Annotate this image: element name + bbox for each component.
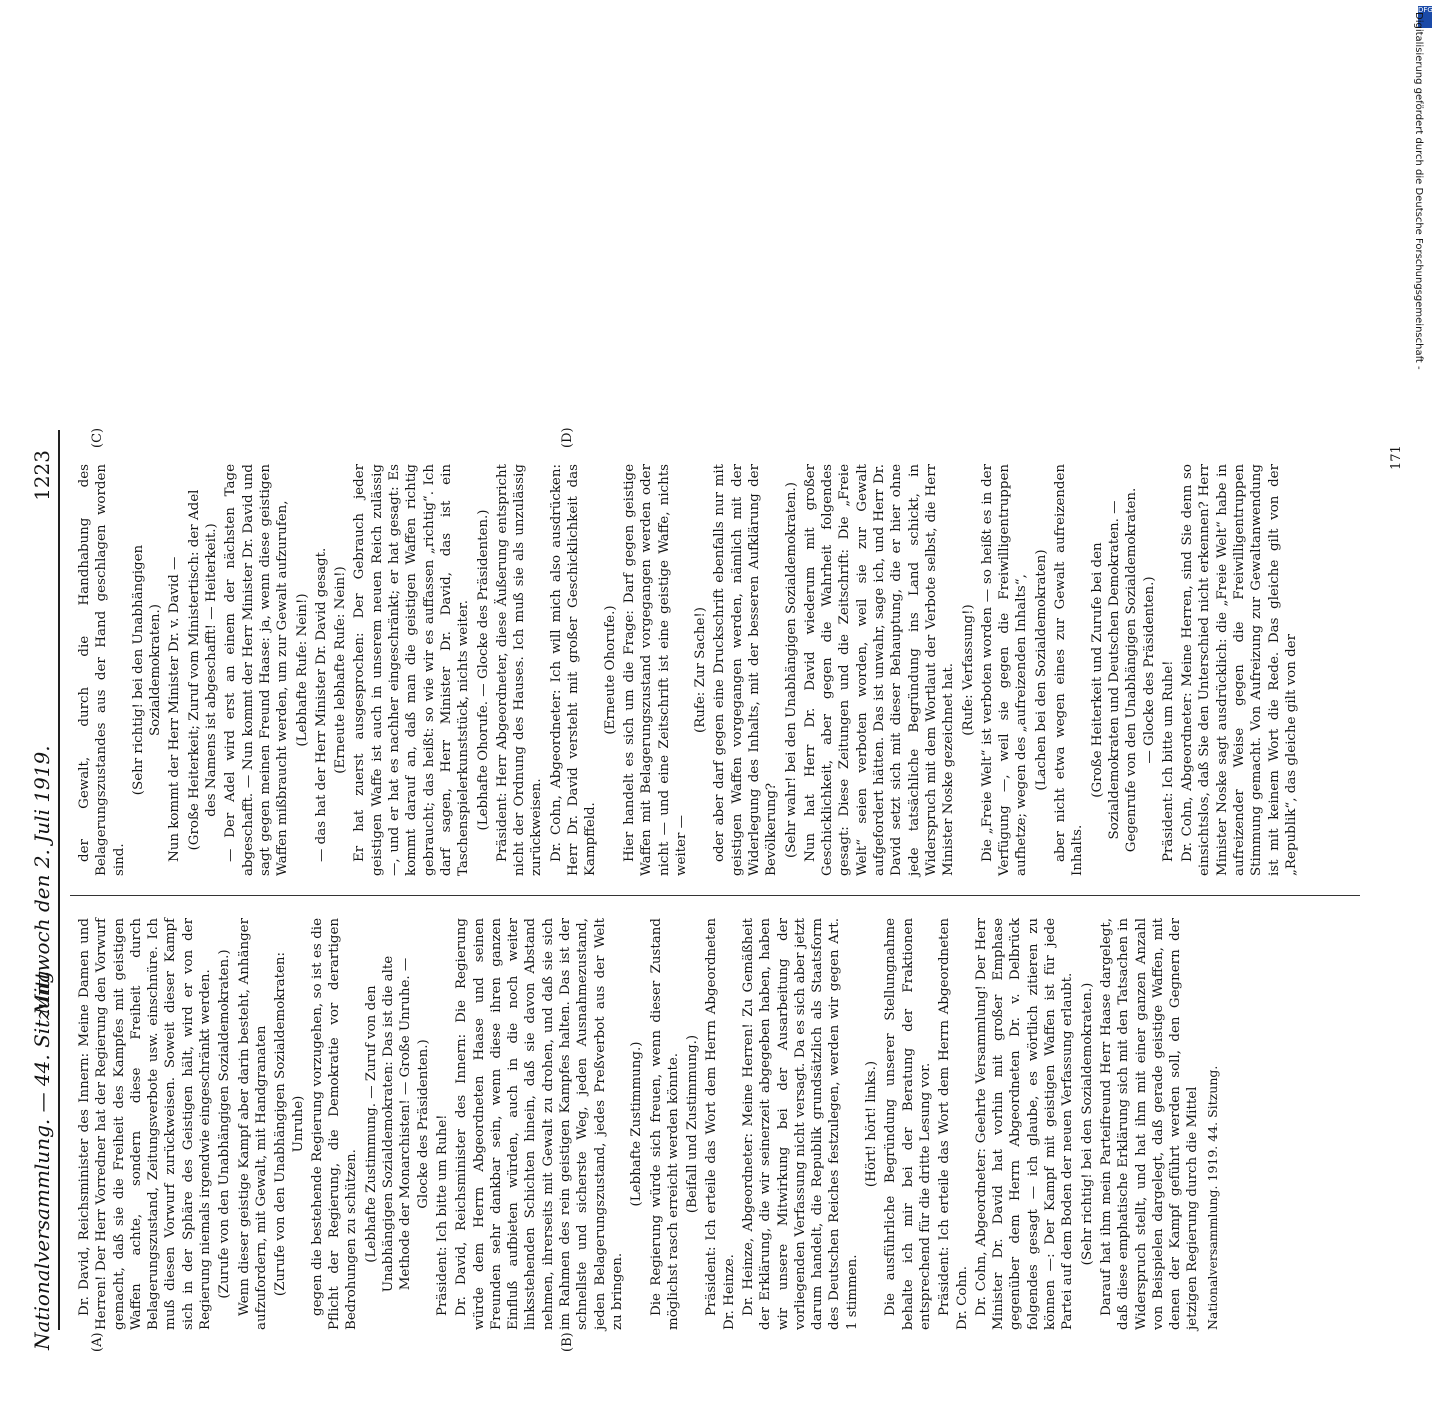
- paragraph: — Der Adel wird erst an einem der nächsten Tage abgeschafft. — Nun kommt der Herr Minister Dr. David und sagt gegen meinen Freund Haase: ja, wenn diese geistigen Waffen mißbraucht werden, um zur Gewalt aufzurufen,: [223, 464, 291, 876]
- interjection: (Erneute lebhafte Rufe: Nein!): [333, 566, 349, 774]
- paragraph: Präsident: Ich erteile das Wort dem Herrn Abgeordneten Dr. Heinze.: [704, 918, 737, 1330]
- interjection: (Rufe: Verfassung!): [960, 604, 976, 736]
- interjection: (Beifall und Zustimmung.): [685, 1034, 701, 1214]
- interjection: (Sehr wahr! bei den Unabhängigen Sozialdemokraten.): [783, 481, 799, 859]
- digitization-note: Digitalisierung gefördert durch die Deutsche Forschungsgemeinschaft -: [1413, 12, 1424, 370]
- interjection: (Lebhafte Zustimmung. — Zuruf von den Unabhängigen Sozialdemokraten: Das ist die alte Methode der Monarchisten! — Große Unruhe. — Glocke des Präsidenten.): [363, 955, 431, 1293]
- paragraph: Dr. Cohn, Abgeordneter: Meine Herren, sind Sie denn so einsichtslos, daß Sie den Unterschied nicht erkennen? Herr Minister Noske sagt ausdrücklich: die „Freie Welt“ habe in aufreizender Weise gegen die Freiwilligentruppen Stimmung gemacht. Von Aufreizung zur Gewaltanwendung ist mit keinem Wort die Rede. Das gleiche gilt von der „Republik“, das gleiche gilt von der: [1180, 464, 1299, 876]
- interjection: (Lebhafte Ohorufe. — Glocke des Präsidenten.): [475, 509, 491, 831]
- margin-mark-b: (B): [560, 1332, 575, 1352]
- footer-left: Nationalversammlung. 1919. 44. Sitzung.: [1204, 1065, 1220, 1330]
- paragraph: Die ausführliche Begründung unserer Stellungnahme behalte ich mir bei der Beratung der Fraktionen entsprechend für die dritte Lesung vor.: [883, 918, 933, 1330]
- paragraph: Dr. Cohn, Abgeordneter: Geehrte Versammlung! Der Herr Minister Dr. David hat vorhin mit großer Emphase gegenüber dem Herrn Abgeordneten Dr. v. Delbrück folgendes gesagt — ich glaube, es wörtlich zitieren zu können —: Der Kampf mit geistigen Waffen ist für jede Partei auf dem Boden der neuen Verfassung erlaubt.: [973, 918, 1076, 1330]
- paragraph: Nun hat Herr Dr. David wiederum mit großer Geschicklichkeit, aber gegen die Wahrheit folgendes gesagt: Diese Zeitungen und die Zeitschrift: Die „Freie Welt“ seien verboten worden, weil sie zur Gewalt aufgefordert hätten. Das ist unwahr, sage ich, und Herr Dr. David setzt sich mit dieser Behauptung, die er hier ohne jede tatsächliche Begründung ins Land schickt, in Widerspruch mit dem Wortlaut der Verbote selbst, die Herr Minister Noske gezeichnet hat.: [802, 464, 957, 876]
- interjection: (Lachen bei den Sozialdemokraten): [1033, 549, 1049, 791]
- footer-signature-number: 171: [1389, 445, 1404, 470]
- interjection: (Erneute Ohorufe.): [602, 605, 618, 735]
- interjection: (Sehr richtig! bei den Unabhängigen Sozialdemokraten.): [130, 544, 164, 796]
- paragraph: Hier handelt es sich um die Frage: Darf gegen geistige Waffen mit Belagerungszustand vorgegangen werden oder nicht — und eine Zeitschrift ist eine geistige Waffe, nichts weiter —: [621, 464, 689, 876]
- rotated-page: [0, 410, 1404, 1410]
- paragraph: Präsident: Ich erteile das Wort dem Herrn Abgeordneten Dr. Cohn.: [937, 918, 970, 1330]
- interjection: (Große Heiterkeit und Zurufe bei den Sozialdemokraten und Deutschen Demokraten. — Gegenrufe von den Unabhängigen Sozialdemokraten. — Glocke des Präsidenten.): [1089, 487, 1157, 853]
- page-header: [22, 410, 62, 1410]
- paragraph: Präsident: Ich bitte um Ruhe!: [434, 1114, 450, 1316]
- paragraph: gegen die bestehende Regierung vorzugehen, so ist es die Pflicht der Regierung, die Demokratie vor derartigen Bedrohungen zu schützen.: [309, 918, 360, 1330]
- interjection: (Zurufe von den Unabhängigen Sozialdemokraten: Unruhe): [273, 951, 306, 1297]
- interjection: (Rufe: Zur Sache!): [693, 607, 709, 733]
- interjection: (Zurufe von den Unabhängigen Sozialdemokraten.): [217, 949, 233, 1299]
- paragraph: Dr. David, Reichsminister des Innern: Die Regierung würde dem Herrn Abgeordneten Haase und seinen Freunden sehr dankbar sein, wenn diese ihren ganzen Einfluß aufbieten würden, auch in die noch weiter linksstehenden Schichten hinein, daß sie davon Abstand nehmen, ihrerseits mit Gewalt zu drohen, und daß sie sich im Rahmen des rein geistigen Kampfes halten. Das ist der schnellste und sicherste Weg, jeden Ausnahmezustand, jeden Belagerungszustand, jedes Preßverbot aus der Welt zu bringen.: [454, 918, 625, 1330]
- paragraph: Darauf hat ihm mein Parteifreund Herr Haase dargelegt, daß diese emphatische Erklärung sich mit den Tatsachen in Widerspruch stellt, und hat ihm mit einer ganzen Anzahl von Beispielen dargelegt, daß gerade geistige Waffen, mit denen der Kampf geführt werden soll, den Gegnern der jetzigen Regierung durch die Mittel: [1098, 918, 1201, 1330]
- margin-mark-d: (D): [560, 427, 575, 448]
- paragraph: Präsident: Herr Abgeordneter, diese Äußerung entspricht nicht der Ordnung des Hauses. Ich muß sie als unzulässig zurückweisen.: [494, 464, 545, 876]
- paragraph: Wenn dieser geistige Kampf aber darin besteht, Anhänger aufzufordern, mit Gewalt, mit Handgranaten: [236, 918, 269, 1330]
- paragraph: Dr. Heinze, Abgeordneter: Meine Herren! Zu Gemäßheit der Erklärung, die wir seinerzeit abgegeben haben, haben wir unsere Mitwirkung bei der Ausarbeitung der vorliegenden Verfassung nicht versagt. Da es sich aber jetzt darum handelt, die Republik grundsätzlich als Staatsform des Deutschen Reiches festzulegen, werden wir gegen Art. 1 stimmen.: [740, 918, 860, 1330]
- interjection: (Lebhafte Rufe: Nein!): [294, 593, 310, 747]
- column-divider: [70, 895, 1360, 896]
- paragraph: Dr. Cohn, Abgeordneter: Ich will mich also ausdrücken: Herr Dr. David versteht mit großer Geschicklichkeit das Kampffeld.: [548, 464, 599, 876]
- paragraph: Präsident: Ich bitte um Ruhe!: [1160, 660, 1176, 862]
- paragraph: — das hat der Herr Minister Dr. David gesagt.: [313, 547, 329, 862]
- interjection: (Hört! hört! links.): [864, 1060, 880, 1188]
- dfg-logo-icon: DFG: [1418, 6, 1432, 28]
- interjection: (Große Heiterkeit; Zuruf vom Ministertisch: der Adel des Namens ist abgeschafft! — Heiterkeit.): [186, 489, 220, 851]
- paragraph: Dr. David, Reichsminister des Innern: Meine Damen und Herren! Der Herr Vorredner hat der Regierung den Vorwurf gemacht, daß sie die Freiheit des Kampfes mit geistigen Waffen achte, sondern diese Freiheit durch Belagerungszustand, Zeitungsverbote usw. einschnüre. Ich muß diesen Vorwurf zurückweisen. Soweit dieser Kampf sich in der Sphäre des Geistigen hält, wird er von der Regierung niemals irgendwie eingeschränkt werden.: [77, 918, 214, 1330]
- paragraph: Die „Freie Welt“ ist verboten worden — so heißt es in der Verfügung —, weil sie gegen die Freiwilligentruppen aufhetze; wegen des „aufreizenden Inhalts“,: [979, 464, 1030, 876]
- margin-mark-a: (A): [90, 1332, 105, 1352]
- header-page-number: 1223: [30, 450, 54, 501]
- right-column: [76, 464, 1302, 876]
- paragraph: Die Regierung würde sich freuen, wenn dieser Zustand möglichst rasch erreicht werden könnte.: [648, 918, 681, 1330]
- header-session-title: Nationalversammlung. — 44. Sitzung.: [30, 964, 54, 1350]
- interjection: (Lebhafte Zustimmung.): [629, 1041, 645, 1207]
- paragraph: der Gewalt, durch die Handhabung des Belagerungszustandes aus der Hand geschlagen worden sind.: [77, 464, 127, 876]
- paragraph: Er hat zuerst ausgesprochen: Der Gebrauch jeder geistigen Waffe ist auch in unserem neuen Reich zulässig —, und er hat es nachher eingeschränkt; er hat gesagt: Es kommt darauf an, daß man die geistigen Waffen richtig gebraucht; das heißt: so wie wir es auffassen „richtig“. Ich darf sagen, Herr Minister Dr. David, das ist ein Taschenspielerkunststück, nichts weiter.: [352, 464, 472, 876]
- paragraph: Nun kommt der Herr Minister Dr. v. David —: [167, 556, 183, 862]
- interjection: (Sehr richtig! bei den Sozialdemokraten.): [1079, 982, 1095, 1266]
- paragraph: oder aber darf gegen eine Druckschrift ebenfalls nur mit geistigen Waffen vorgegangen werden, nämlich mit der Widerlegung des Inhalts, mit der besseren Aufklärung der Bevölkerung?: [712, 464, 780, 876]
- header-date: Mittwoch den 2. Juli 1919.: [30, 745, 54, 1015]
- margin-mark-c: (C): [90, 427, 105, 448]
- paragraph: aber nicht etwa wegen eines zur Gewalt aufreizenden Inhalts.: [1053, 464, 1086, 876]
- left-column: [76, 918, 1223, 1330]
- header-rule: [58, 430, 60, 1330]
